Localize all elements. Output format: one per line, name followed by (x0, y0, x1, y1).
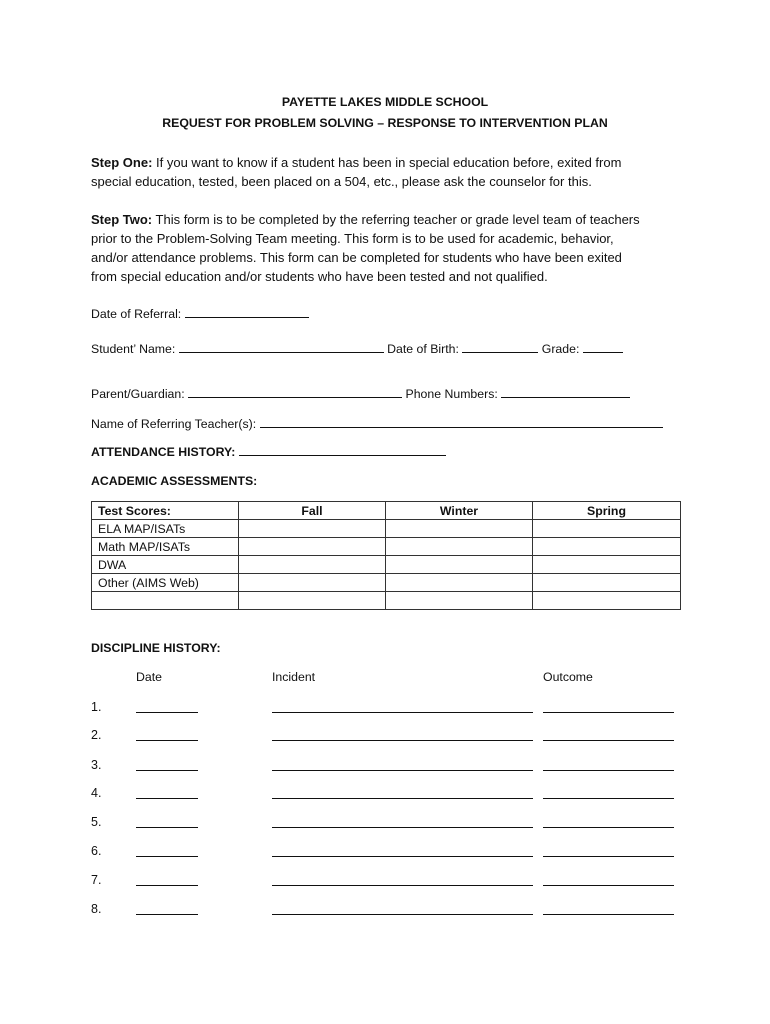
score-cell[interactable] (239, 520, 386, 538)
table-row (92, 556, 681, 574)
form-title: REQUEST FOR PROBLEM SOLVING – RESPONSE TO INTERVENTION PLAN (162, 116, 608, 130)
column-header-winter: Winter (386, 502, 533, 520)
attendance-history-row (91, 444, 446, 460)
row-label-other: Other (AIMS Web) (92, 574, 239, 592)
score-cell[interactable] (239, 592, 386, 610)
student-name-field[interactable] (179, 341, 384, 353)
outcome-field[interactable] (543, 827, 674, 828)
score-cell[interactable] (533, 556, 681, 574)
row-number: 5. (91, 815, 102, 829)
outcome-field[interactable] (543, 798, 674, 799)
date-of-referral-field[interactable] (185, 306, 309, 318)
student-name-label: Student’ Name: (91, 342, 176, 356)
row-number: 6. (91, 844, 102, 858)
incident-field[interactable] (272, 798, 533, 799)
grade-label: Grade: (541, 342, 580, 356)
discipline-row (0, 786, 770, 804)
row-number: 7. (91, 873, 102, 887)
score-cell[interactable] (533, 520, 681, 538)
step-one-label: Step One: (91, 155, 153, 170)
score-cell[interactable] (386, 556, 533, 574)
score-cell[interactable] (239, 574, 386, 592)
discipline-row (0, 728, 770, 746)
date-field[interactable] (136, 827, 198, 828)
discipline-row (0, 873, 770, 891)
score-cell[interactable] (533, 538, 681, 556)
row-number: 2. (91, 728, 102, 742)
score-cell[interactable] (386, 574, 533, 592)
column-header-date: Date (136, 670, 162, 684)
step-one-line-2: special education, tested, been placed on a 504, etc., please ask the counselor for this. (91, 174, 592, 189)
row-label-math: Math MAP/ISATs (92, 538, 239, 556)
referring-teacher-label: Name of Referring Teacher(s): (91, 417, 257, 431)
row-number: 3. (91, 758, 102, 772)
incident-field[interactable] (272, 914, 533, 915)
row-label-blank[interactable] (92, 592, 239, 610)
step-two-label: Step Two: (91, 212, 153, 227)
outcome-field[interactable] (543, 770, 674, 771)
date-of-referral-row (91, 306, 309, 322)
score-cell[interactable] (386, 592, 533, 610)
discipline-row (0, 902, 770, 920)
date-field[interactable] (136, 770, 198, 771)
row-number: 1. (91, 700, 102, 714)
discipline-history-heading: DISCIPLINE HISTORY: (91, 641, 221, 655)
incident-field[interactable] (272, 712, 533, 713)
column-header-spring: Spring (533, 502, 681, 520)
step-one-line-1: If you want to know if a student has been in special education before, exited from (152, 155, 622, 170)
date-field[interactable] (136, 712, 198, 713)
phone-numbers-label: Phone Numbers: (405, 387, 498, 401)
row-number: 4. (91, 786, 102, 800)
discipline-row (0, 758, 770, 776)
date-of-birth-label: Date of Birth: (387, 342, 459, 356)
parent-guardian-field[interactable] (188, 386, 402, 398)
step-one-paragraph (91, 153, 691, 191)
date-field[interactable] (136, 740, 198, 741)
step-two-line-2: prior to the Problem-Solving Team meeting. This form is to be used for academic, behavior, (91, 231, 614, 246)
date-of-referral-label: Date of Referral: (91, 307, 182, 321)
table-row (92, 592, 681, 610)
row-number: 8. (91, 902, 102, 916)
column-header-test-scores: Test Scores: (92, 502, 239, 520)
outcome-field[interactable] (543, 712, 674, 713)
date-field[interactable] (136, 856, 198, 857)
incident-field[interactable] (272, 770, 533, 771)
parent-guardian-label: Parent/Guardian: (91, 387, 185, 401)
row-label-dwa: DWA (92, 556, 239, 574)
date-field[interactable] (136, 914, 198, 915)
column-header-fall: Fall (239, 502, 386, 520)
incident-field[interactable] (272, 856, 533, 857)
date-field[interactable] (136, 885, 198, 886)
column-header-outcome: Outcome (543, 670, 593, 684)
table-row (92, 574, 681, 592)
student-info-row (91, 341, 623, 357)
incident-field[interactable] (272, 740, 533, 741)
score-cell[interactable] (386, 520, 533, 538)
outcome-field[interactable] (543, 885, 674, 886)
step-two-line-1: This form is to be completed by the referring teacher or grade level team of teachers (152, 212, 640, 227)
discipline-row (0, 700, 770, 718)
step-two-line-3: and/or attendance problems. This form can be completed for students who have been exited (91, 250, 622, 265)
academic-assessments-heading: ACADEMIC ASSESSMENTS: (91, 474, 258, 488)
school-name: PAYETTE LAKES MIDDLE SCHOOL (281, 95, 489, 109)
referring-teacher-row (91, 416, 663, 432)
referring-teacher-field[interactable] (260, 416, 663, 428)
outcome-field[interactable] (543, 914, 674, 915)
grade-field[interactable] (583, 341, 623, 353)
incident-field[interactable] (272, 827, 533, 828)
incident-field[interactable] (272, 885, 533, 886)
attendance-history-label: ATTENDANCE HISTORY: (91, 445, 236, 459)
score-cell[interactable] (239, 556, 386, 574)
discipline-row (0, 844, 770, 862)
score-cell[interactable] (239, 538, 386, 556)
table-header-row (92, 502, 681, 520)
column-header-incident: Incident (272, 670, 316, 684)
outcome-field[interactable] (543, 856, 674, 857)
score-cell[interactable] (386, 538, 533, 556)
step-two-paragraph (91, 210, 691, 286)
step-two-line-4: from special education and/or students who have been tested and not qualified. (91, 269, 548, 284)
discipline-row (0, 815, 770, 833)
attendance-history-field[interactable] (239, 444, 446, 456)
table-row (92, 520, 681, 538)
date-of-birth-field[interactable] (462, 341, 538, 353)
date-field[interactable] (136, 798, 198, 799)
outcome-field[interactable] (543, 740, 674, 741)
phone-numbers-field[interactable] (501, 386, 630, 398)
score-cell[interactable] (533, 574, 681, 592)
row-label-ela: ELA MAP/ISATs (92, 520, 239, 538)
table-row (92, 538, 681, 556)
parent-row (91, 386, 630, 402)
score-cell[interactable] (533, 592, 681, 610)
academic-assessments-table (91, 501, 681, 610)
